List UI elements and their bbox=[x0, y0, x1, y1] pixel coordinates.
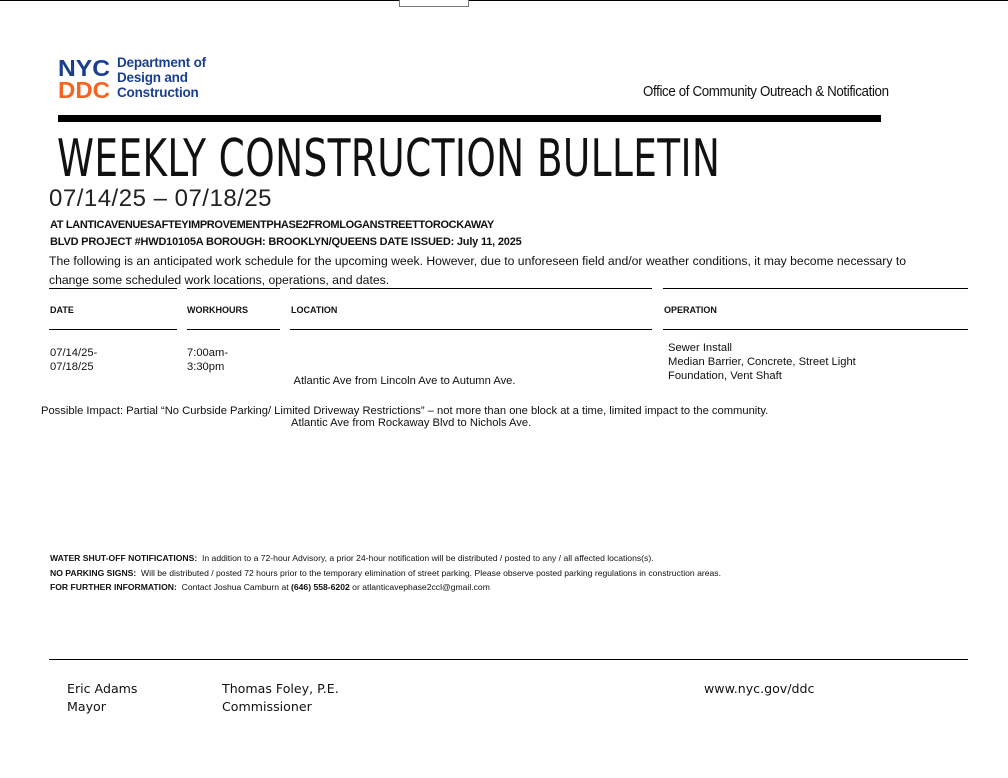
table-cell-hours bbox=[187, 346, 228, 374]
mayor-title: Mayor bbox=[67, 699, 106, 714]
column-header-date: DATE bbox=[50, 305, 74, 315]
column-header-operation: OPERATION bbox=[664, 305, 717, 315]
water-text: In addition to a 72-hour Advisory, a prior 24-hour notification will be distributed / posted to any / all affected locations(s). bbox=[201, 553, 654, 563]
table-rule bbox=[290, 288, 652, 289]
header-rule bbox=[58, 115, 881, 122]
table-rule bbox=[49, 288, 177, 289]
cell-line: Foundation, Vent Shaft bbox=[668, 370, 782, 382]
commissioner-block bbox=[222, 680, 339, 716]
mayor-block bbox=[67, 680, 138, 716]
table-cell-operation bbox=[668, 341, 856, 383]
parking-label: NO PARKING SIGNS: bbox=[50, 567, 137, 578]
footer-rule bbox=[49, 659, 968, 660]
project-line: BLVD PROJECT #HWD10105A BOROUGH: BROOKLYN/QUEENS DATE ISSUED: July 11, 2025 bbox=[50, 236, 522, 248]
intro-text: The following is an anticipated work schedule for the upcoming week. However, due to unforeseen field and/or weather conditions, it may become necessary to change some scheduled work locations, operations, and dates. bbox=[49, 254, 906, 287]
column-header-hours: WORKHOURS bbox=[187, 305, 248, 315]
water-notice bbox=[50, 551, 721, 566]
bulletin-title: WEEKLY CONSTRUCTION BULLETIN bbox=[57, 129, 721, 189]
possible-impact: Possible Impact: Partial “No Curbside Parking/ Limited Driveway Restrictions” – not more than one block at a time, limited impact to the community. bbox=[41, 405, 769, 417]
info-notice bbox=[50, 580, 721, 595]
agency-name-line: Construction bbox=[117, 85, 199, 100]
info-label: FOR FURTHER INFORMATION: bbox=[50, 582, 177, 592]
info-phone: (646) 558-6202 bbox=[291, 582, 350, 592]
table-rule bbox=[49, 329, 177, 330]
water-label: WATER SHUT-OFF NOTIFICATIONS: bbox=[50, 553, 198, 563]
table-rule bbox=[290, 329, 652, 330]
cell-line: Atlantic Ave from Rockaway Blvd to Nichols Ave. bbox=[291, 417, 532, 429]
notifications bbox=[50, 551, 721, 595]
agency-name bbox=[117, 55, 206, 100]
info-prefix: Contact Joshua Camburn at bbox=[181, 582, 291, 592]
table-rule bbox=[187, 329, 280, 330]
commissioner-name: Thomas Foley, P.E. bbox=[222, 681, 339, 696]
info-email[interactable]: or atlanticavephase2ccl@gmail.com bbox=[349, 582, 490, 592]
table-rule bbox=[663, 288, 968, 289]
cell-line: Atlantic Ave from Lincoln Ave to Autumn Ave. bbox=[291, 375, 516, 387]
window-tab bbox=[399, 0, 469, 7]
office-name: Office of Community Outreach & Notification bbox=[643, 84, 889, 100]
commissioner-title: Commissioner bbox=[222, 699, 312, 714]
table-rule bbox=[663, 329, 968, 330]
table-cell-date bbox=[50, 346, 97, 374]
cell-line: 3:30pm bbox=[187, 361, 225, 373]
date-range: 07/14/25 – 07/18/25 bbox=[49, 185, 273, 212]
table-rule bbox=[187, 288, 280, 289]
logo-nyc: NYC bbox=[58, 56, 110, 81]
top-border bbox=[0, 0, 1008, 1]
agency-name-line: Design and bbox=[117, 70, 188, 85]
agency-name-line: Department of bbox=[117, 55, 206, 70]
cell-line: 07/14/25- bbox=[50, 347, 98, 359]
cell-line: 07/18/25 bbox=[50, 361, 94, 373]
project-line: AT LANTICAVENUESAFTEYIMPROVEMENTPHASE2FROMLOGANSTREETTOROCKAWAY bbox=[50, 219, 494, 231]
table-cell-location bbox=[291, 346, 531, 444]
cell-line: 7:00am- bbox=[187, 347, 229, 359]
cell-line: Median Barrier, Concrete, Street Light bbox=[668, 356, 856, 368]
column-header-location: LOCATION bbox=[291, 305, 338, 315]
logo-ddc: DDC bbox=[58, 77, 110, 100]
cell-line: Sewer Install bbox=[668, 342, 733, 354]
website-link[interactable]: www.nyc.gov/ddc bbox=[704, 681, 815, 696]
nyc-ddc-logo bbox=[58, 56, 110, 100]
mayor-name: Eric Adams bbox=[67, 681, 138, 696]
parking-notice bbox=[50, 566, 721, 581]
parking-text: Will be distributed / posted 72 hours prior to the temporary elimination of street parking. Please observe posted parking regulations in construction areas. bbox=[141, 567, 721, 578]
